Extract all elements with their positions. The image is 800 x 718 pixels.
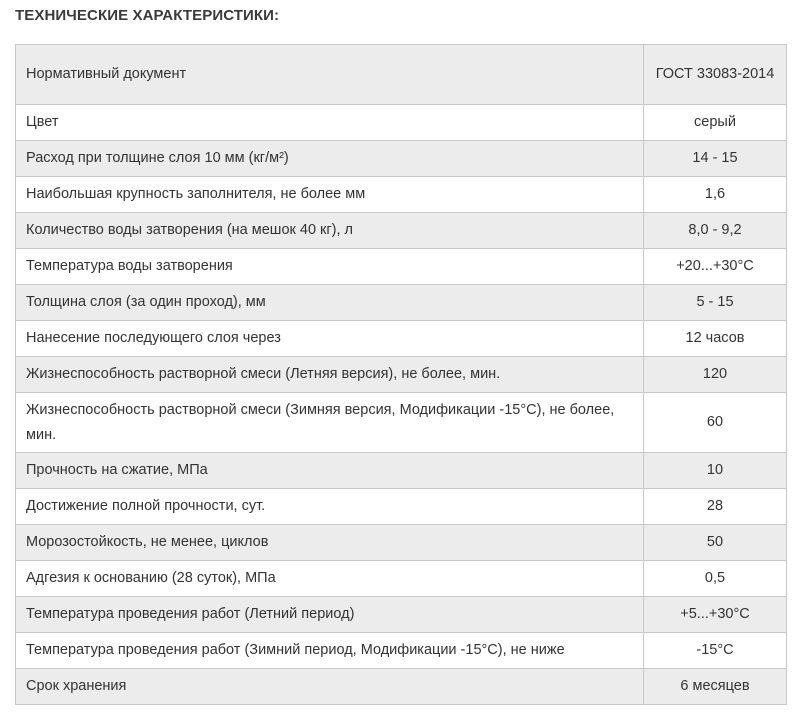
spec-name: Температура проведения работ (Зимний период, Модификации -15°С), не ниже <box>16 633 644 669</box>
spec-value: 5 - 15 <box>644 285 787 321</box>
table-row <box>16 105 787 141</box>
spec-value: серый <box>644 105 787 141</box>
spec-name: Толщина слоя (за один проход), мм <box>16 285 644 321</box>
spec-value: 14 - 15 <box>644 141 787 177</box>
spec-name: Достижение полной прочности, сут. <box>16 489 644 525</box>
spec-name: Адгезия к основанию (28 суток), МПа <box>16 561 644 597</box>
spec-name: Морозостойкость, не менее, циклов <box>16 525 644 561</box>
spec-value: 50 <box>644 525 787 561</box>
spec-name: Температура проведения работ (Летний период) <box>16 597 644 633</box>
table-row <box>16 633 787 669</box>
spec-value: 28 <box>644 489 787 525</box>
table-row <box>16 141 787 177</box>
table-row <box>16 453 787 489</box>
spec-value: 60 <box>644 393 787 453</box>
spec-name: Жизнеспособность растворной смеси (Зимняя версия, Модификации -15°С), не более, мин. <box>16 393 644 453</box>
spec-name: Цвет <box>16 105 644 141</box>
spec-value: +5...+30°С <box>644 597 787 633</box>
spec-name: Нанесение последующего слоя через <box>16 321 644 357</box>
spec-value: 10 <box>644 453 787 489</box>
table-row <box>16 213 787 249</box>
spec-value: 6 месяцев <box>644 669 787 705</box>
spec-value: 12 часов <box>644 321 787 357</box>
section-heading: ТЕХНИЧЕСКИЕ ХАРАКТЕРИСТИКИ: <box>15 7 280 24</box>
spec-name: Срок хранения <box>16 669 644 705</box>
spec-value: 8,0 - 9,2 <box>644 213 787 249</box>
spec-name: Количество воды затворения (на мешок 40 кг), л <box>16 213 644 249</box>
table-row <box>16 597 787 633</box>
spec-value: 0,5 <box>644 561 787 597</box>
table-row <box>16 393 787 453</box>
spec-value: +20...+30°С <box>644 249 787 285</box>
table-row <box>16 249 787 285</box>
spec-name: Температура воды затворения <box>16 249 644 285</box>
table-row <box>16 561 787 597</box>
spec-name: Нормативный документ <box>16 45 644 105</box>
spec-value: 1,6 <box>644 177 787 213</box>
spec-value: 120 <box>644 357 787 393</box>
spec-name: Наибольшая крупность заполнителя, не более мм <box>16 177 644 213</box>
table-row <box>16 669 787 705</box>
spec-value: -15°С <box>644 633 787 669</box>
table-row <box>16 285 787 321</box>
table-row <box>16 177 787 213</box>
table-row <box>16 321 787 357</box>
table-row <box>16 489 787 525</box>
specs-table <box>15 44 787 705</box>
spec-name: Прочность на сжатие, МПа <box>16 453 644 489</box>
table-row <box>16 357 787 393</box>
spec-name: Жизнеспособность растворной смеси (Летняя версия), не более, мин. <box>16 357 644 393</box>
table-row <box>16 45 787 105</box>
spec-value: ГОСТ 33083-2014 <box>644 45 787 105</box>
table-row <box>16 525 787 561</box>
spec-name: Расход при толщине слоя 10 мм (кг/м²) <box>16 141 644 177</box>
